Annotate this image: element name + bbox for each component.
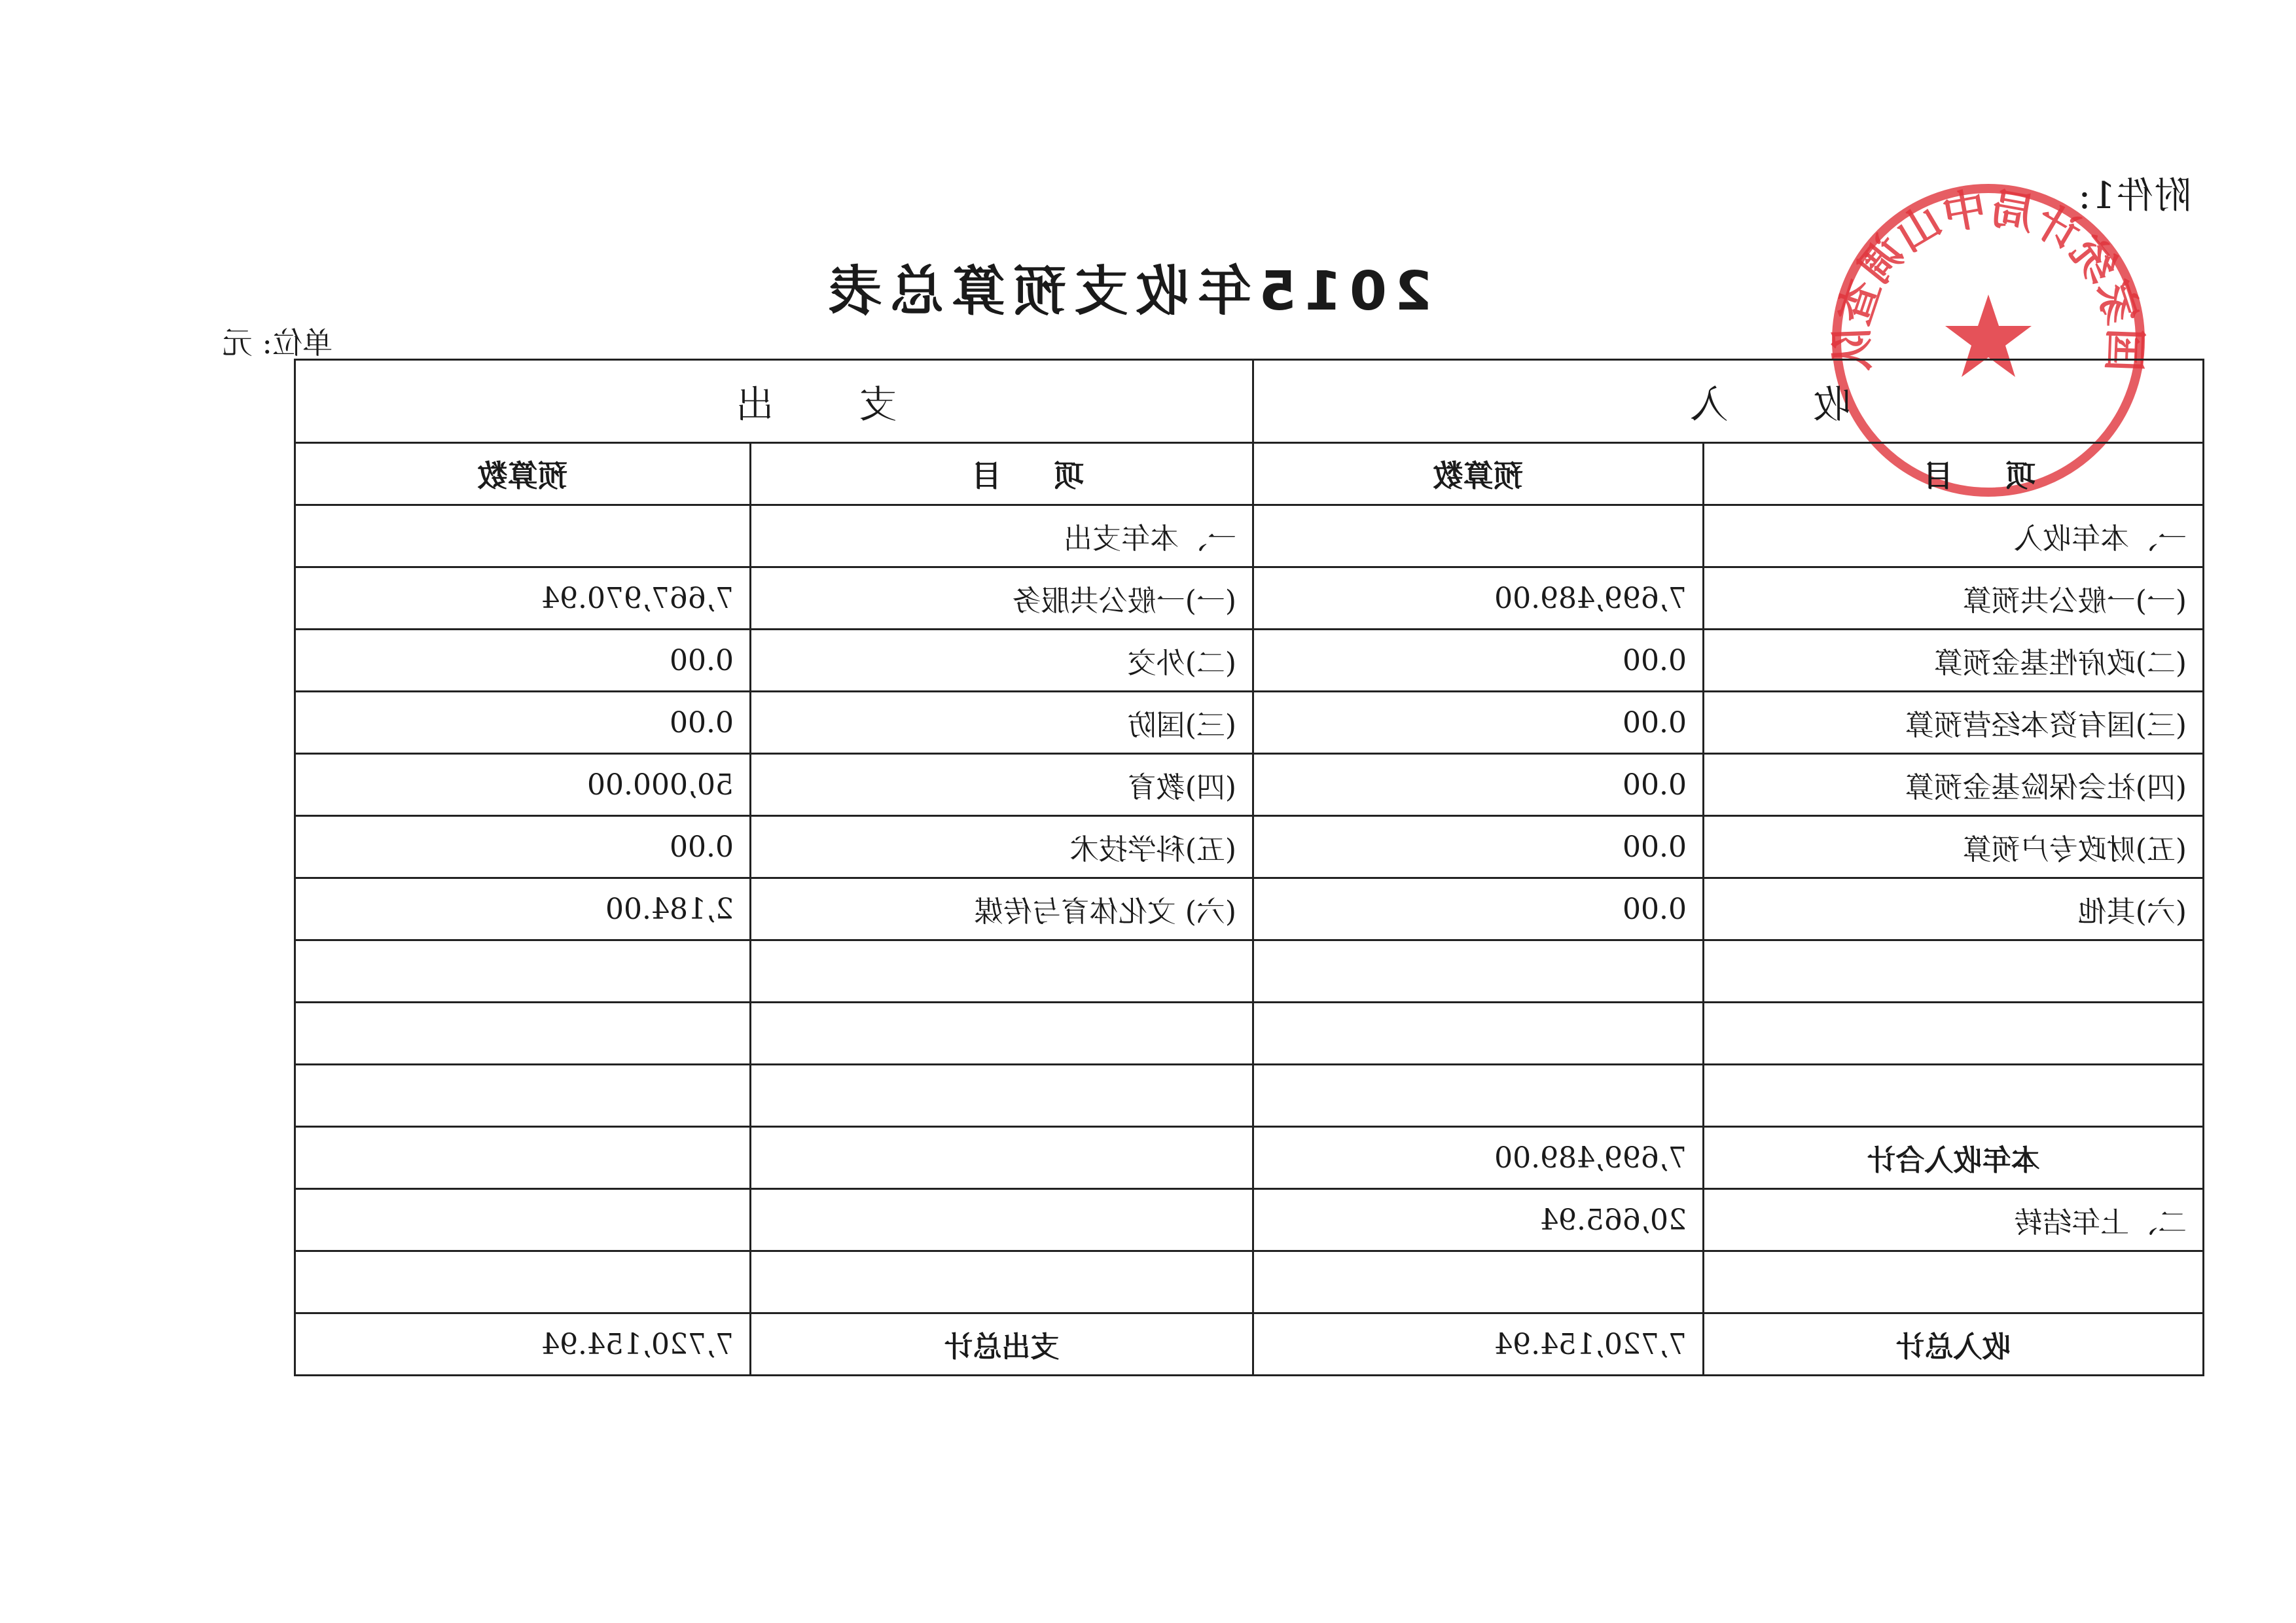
expense-item-cell bbox=[750, 1251, 1253, 1313]
income-item-cell: (五)财政专户预算 bbox=[1704, 816, 2204, 878]
expense-item-cell: (四)教育 bbox=[750, 754, 1253, 816]
seal-text: 国家统计局中山调查队 bbox=[1826, 183, 2151, 373]
income-item-cell: (六)其他 bbox=[1704, 878, 2204, 940]
income-amount-cell: 0.00 bbox=[1253, 692, 1703, 754]
expense-amount-cell: 7,667,970.94 bbox=[295, 567, 750, 630]
income-item-cell: (四)社会保险基金预算 bbox=[1704, 754, 2204, 816]
income-item-cell: (三)国有资本经营预算 bbox=[1704, 692, 2204, 754]
income-amount-cell bbox=[1253, 940, 1703, 1003]
expense-amount-cell: 7,720,154.94 bbox=[295, 1313, 750, 1376]
expense-amount-cell bbox=[295, 1251, 750, 1313]
income-item-cell bbox=[1704, 1065, 2204, 1127]
expense-item-cell: 一、本年支出 bbox=[750, 505, 1253, 567]
table-row bbox=[295, 1313, 2203, 1376]
table-row bbox=[295, 1003, 2203, 1065]
income-item-cell: 收入总计 bbox=[1704, 1313, 2204, 1376]
table-row bbox=[295, 754, 2203, 816]
expense-item-cell bbox=[750, 1065, 1253, 1127]
income-amount-cell bbox=[1253, 1003, 1703, 1065]
page-title: 2015年收支预算总表 bbox=[820, 260, 1432, 323]
expense-amount-cell: 0.00 bbox=[295, 692, 750, 754]
table-row bbox=[295, 816, 2203, 878]
table-row bbox=[295, 940, 2203, 1003]
table-row bbox=[295, 1127, 2203, 1189]
expense-amount-cell: 2,184.00 bbox=[295, 878, 750, 940]
income-item-cell: 二、上年结转 bbox=[1704, 1189, 2204, 1251]
table-row bbox=[295, 567, 2203, 630]
expense-section-header: 支出 bbox=[295, 360, 1253, 443]
expense-amount-cell: 0.00 bbox=[295, 630, 750, 692]
expense-item-cell bbox=[750, 1189, 1253, 1251]
expense-item-cell bbox=[750, 1127, 1253, 1189]
income-item-column-header: 项目 bbox=[1704, 443, 2204, 505]
income-amount-cell: 7,699,489.00 bbox=[1253, 1127, 1703, 1189]
expense-item-column-header: 项目 bbox=[750, 443, 1253, 505]
budget-summary-table bbox=[294, 359, 2204, 1376]
expense-amount-cell: 0.00 bbox=[295, 816, 750, 878]
income-item-cell: 一、本年收入 bbox=[1704, 505, 2204, 567]
income-item-cell: (二)政府性基金预算 bbox=[1704, 630, 2204, 692]
income-item-cell: (一)一般公共预算 bbox=[1704, 567, 2204, 630]
expense-amount-cell bbox=[295, 1003, 750, 1065]
expense-item-cell bbox=[750, 1003, 1253, 1065]
income-amount-cell bbox=[1253, 1065, 1703, 1127]
income-amount-cell: 0.00 bbox=[1253, 754, 1703, 816]
column-header-row bbox=[295, 443, 2203, 505]
income-amount-cell: 0.00 bbox=[1253, 878, 1703, 940]
table-row bbox=[295, 878, 2203, 940]
expense-item-cell bbox=[750, 940, 1253, 1003]
income-amount-cell: 7,720,154.94 bbox=[1253, 1313, 1703, 1376]
table-row bbox=[295, 692, 2203, 754]
income-budget-column-header: 预算数 bbox=[1253, 443, 1703, 505]
table-row bbox=[295, 630, 2203, 692]
expense-amount-cell: 50,000.00 bbox=[295, 754, 750, 816]
section-header-row bbox=[295, 360, 2203, 443]
expense-amount-cell bbox=[295, 505, 750, 567]
expense-amount-cell bbox=[295, 940, 750, 1003]
expense-budget-column-header: 预算数 bbox=[295, 443, 750, 505]
income-amount-cell bbox=[1253, 505, 1703, 567]
income-amount-cell: 20,665.94 bbox=[1253, 1189, 1703, 1251]
expense-item-cell: (三)国防 bbox=[750, 692, 1253, 754]
expense-amount-cell bbox=[295, 1065, 750, 1127]
expense-item-cell: (五)科学技术 bbox=[750, 816, 1253, 878]
income-section-header: 收入 bbox=[1253, 360, 2203, 443]
income-item-cell bbox=[1704, 1251, 2204, 1313]
expense-item-cell: 支出总计 bbox=[750, 1313, 1253, 1376]
attachment-label: 附件1: bbox=[2077, 175, 2191, 217]
table-row bbox=[295, 1251, 2203, 1313]
expense-amount-cell bbox=[295, 1127, 750, 1189]
income-item-cell bbox=[1704, 940, 2204, 1003]
expense-item-cell: (一)一般公共服务 bbox=[750, 567, 1253, 630]
expense-item-cell: (六) 文化体育与传媒 bbox=[750, 878, 1253, 940]
unit-label: 单位: 元 bbox=[222, 325, 332, 361]
income-item-cell bbox=[1704, 1003, 2204, 1065]
income-item-cell: 本年收入合计 bbox=[1704, 1127, 2204, 1189]
income-amount-cell bbox=[1253, 1251, 1703, 1313]
table-row bbox=[295, 505, 2203, 567]
income-amount-cell: 0.00 bbox=[1253, 816, 1703, 878]
table-row bbox=[295, 1065, 2203, 1127]
income-amount-cell: 0.00 bbox=[1253, 630, 1703, 692]
expense-item-cell: (二)外交 bbox=[750, 630, 1253, 692]
expense-amount-cell bbox=[295, 1189, 750, 1251]
table-row bbox=[295, 1189, 2203, 1251]
income-amount-cell: 7,699,489.00 bbox=[1253, 567, 1703, 630]
